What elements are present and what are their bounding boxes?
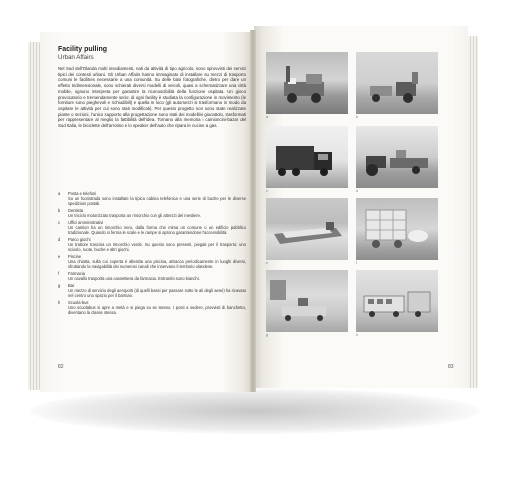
item-letter: h (58, 299, 61, 305)
caption-e: e (266, 261, 268, 265)
book-gutter (250, 30, 256, 392)
item-description: Uno scuolabus si apre a metà e si piega su se stesso. I posti a sedere, provvisti di banchetto, diventano la classe stessa. (68, 304, 246, 315)
photo-pharmacy-horse (356, 198, 438, 260)
list-item (58, 272, 246, 282)
item-heading: Parco giochi (68, 236, 91, 242)
list-item (58, 255, 246, 270)
item-letter: a (58, 191, 61, 196)
item-heading: Piscine (68, 253, 82, 259)
caption-h: h (356, 333, 358, 337)
photo-office-truck (266, 126, 348, 188)
item-description: Un triciclo motorizzato trasporta un rimorchio con gli attrezzi del mestiere. (68, 212, 202, 218)
photo-airport-bar-vehicle (266, 270, 348, 332)
item-letter: e (58, 253, 61, 259)
article-author: Urban Affairs (58, 54, 94, 61)
caption-a: a (266, 115, 268, 119)
item-description: Un mezzo di servizio degli aeroporti (di quelli bassi per passare sotto le ali degli aerei) ha ricavato nel centro uno spazio per il barman. (68, 287, 246, 298)
caption-b: b (356, 115, 358, 119)
item-heading: Dentista (68, 207, 84, 213)
caption-f: f (356, 261, 357, 265)
article-body: Nel Sud dell'Olanda molti insediamenti, nati da attività di tipo agricolo, sono sprovvisti dei servizi tipici dei contesti urbani. Gli Urban Affairs hanno immaginato di installare su mezzi di trasporto comuni le facilities necessarie a una comunità. Su delle basi fotografiche, dietro per dare un effetto tridimensionale, sono schierati diversi modelli di veicoli, quasi a schematizzare una città mobile, ognuno interpreta per garantire la riconoscibilità della funzione ospitata. Un gioco provocatorio e tremendamente serio: di ogni facility è studiata la configurazione in movimento (le forniture sono pieghevoli e richiudibili) e quella in loco (gli automezzi si trasformano in modo da ospitare le attività per cui sono stati modificati). Per questo progetto non sono state realizzate piante o sezioni, l'unico supporto alla progettazione sono stati dei modellini giocattolo, trasformati per rappresentare al meglio la fattibilità dell'idea. Tornano alla memoria i camioncini-bazar del Sud Italia, le biciclette dell'arrotino e lo speaker dell'auto che ripara le cucine a gas. (58, 66, 246, 129)
facility-list (58, 192, 246, 318)
list-item (58, 301, 246, 316)
caption-c: c (266, 189, 268, 193)
photo-tractor-playground (356, 126, 438, 188)
list-item (58, 221, 246, 236)
item-description: Su un fuoristrada sono installate la tipica cabina telefonica e una serie di buche per le diverse spedizioni postali. (68, 195, 246, 206)
list-item (58, 192, 246, 207)
photo-dentist-tricycle (356, 52, 438, 114)
item-letter: g (58, 282, 61, 288)
item-heading: Posta e telefoni (68, 191, 97, 196)
item-heading: Scuola-bus (68, 299, 89, 305)
item-heading: Bar (68, 282, 75, 288)
item-description: Una chiatta, sulla cui coperta è allestita una piscina, attracca periodicamente in luoghi diversi, sfruttando la navigabilità dei numerosi canali che innervano il territorio olandese. (68, 258, 246, 269)
photo-pool-barge (266, 198, 348, 260)
list-item (58, 238, 246, 253)
photo-postal-truck (266, 52, 348, 114)
page-number-right: 83 (448, 364, 454, 370)
item-letter: f (58, 270, 60, 276)
item-heading: Uffici amministrativi (68, 219, 104, 225)
item-description: Un cavallo trasporta una cassettiera da farmacia. Entrambi sono bianchi. (68, 275, 200, 281)
item-heading: Farmacia (68, 270, 86, 276)
item-letter: b (58, 207, 61, 213)
page-number-left: 82 (58, 364, 64, 370)
list-item (58, 209, 246, 219)
caption-g: g (266, 333, 268, 337)
list-item (58, 284, 246, 299)
photo-school-bus (356, 270, 438, 332)
caption-d: d (356, 189, 358, 193)
item-letter: d (58, 236, 61, 242)
item-description: Un camion ha un rimorchio nero, dalla forma che mima un comune o un edificio pubblico tradizionale. Quando si ferma le scale e le rampe si aprono garantendone l'accessibilità. (68, 224, 246, 235)
item-letter: c (58, 219, 61, 225)
article-title: Facility pulling (58, 46, 108, 53)
item-description: Un trattore trascina un rimorchio verde. Su questo sono presenti, piegati per il trasporto: uno scivolo, ruote, buche e altri giochi. (68, 241, 246, 252)
